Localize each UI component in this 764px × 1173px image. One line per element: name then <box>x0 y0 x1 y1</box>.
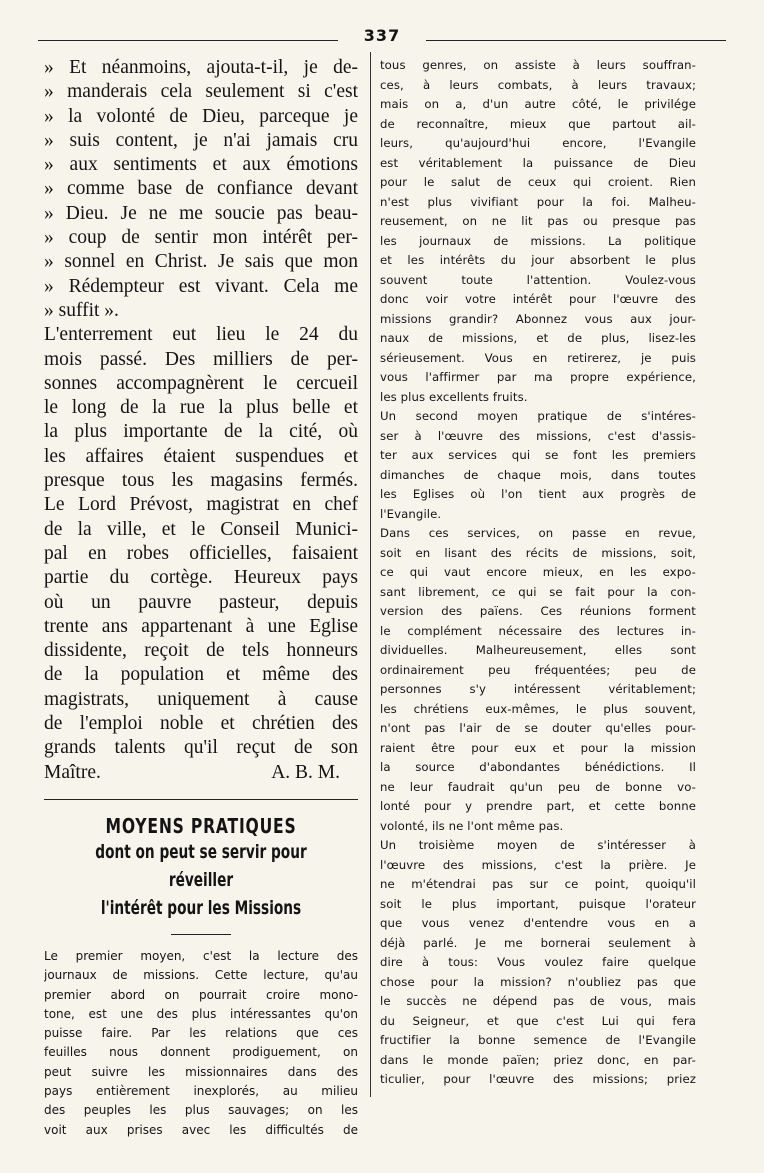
text-line: est véritablement la puissance de Dieu <box>380 155 696 170</box>
header-rule-left <box>38 40 338 41</box>
text-line: magistrats, uniquement à cause <box>44 688 358 710</box>
text-line: pays entièrement inexplorés, au milieu <box>44 1083 358 1098</box>
text-line: lonté pour y prendre part, et cette bonne <box>380 799 696 813</box>
text-line: ces, à leurs combats, à leurs travaux; <box>380 77 696 92</box>
article-subtitle-1: dont on peut se servir pour réveiller <box>95 840 307 891</box>
text-line: tous genres, on assiste à leurs souffran- <box>380 58 696 72</box>
text-line: les chrétiens eux-mêmes, le plus souvent, <box>380 701 696 716</box>
text-line: voit aux prises avec les difficultés de <box>44 1122 358 1137</box>
text-line: les affaires étaient suspendues et <box>44 445 358 467</box>
text-line: sonnes accompagnèrent le cercueil <box>44 372 358 394</box>
text-line: » manderais cela seulement si c'est <box>44 81 358 103</box>
text-line: fructifier la bonne semence de l'Evangile <box>380 1033 696 1047</box>
title-dash-rule <box>171 934 231 935</box>
text-line: chose pour la mission? n'oubliez pas que <box>380 974 696 989</box>
text-line: version des païens. Ces réunions forment <box>380 604 696 618</box>
text-line: des peuples les plus sauvages; on les <box>44 1103 358 1118</box>
text-line: missions grandir? Abonnez vous aux jour- <box>380 311 696 326</box>
text-line: dire à tous: Vous voulez faire quelque <box>380 955 696 969</box>
text-line: de reconnaître, mieux que partout ail- <box>380 116 696 131</box>
text-line: raient être pour eux et pour la mission <box>380 740 696 755</box>
text-line: soit en lisant des récits de missions, soit, <box>380 545 696 560</box>
text-line: soit le plus important, puisque l'orateur <box>380 896 696 911</box>
text-line: » Et néanmoins, ajouta-t-il, je de- <box>44 57 358 78</box>
text-line: mais on a, d'un autre côté, le privilége <box>380 97 696 111</box>
page-number: 337 <box>363 26 401 45</box>
text-line: dissidente, reçoit de tels honneurs <box>44 640 358 662</box>
text-line: Le premier moyen, c'est la lecture des <box>44 948 358 963</box>
text-line: ne m'étendrai pas sur ce point, quoiqu'il <box>380 877 696 891</box>
text-line: » la volonté de Dieu, parceque je <box>44 105 358 127</box>
text-line: pal en robes officielles, faisaient <box>44 542 358 564</box>
text-line: personnes s'y intéressent véritablement; <box>380 682 696 696</box>
text-line: leurs, qu'aujourd'hui encore, l'Evangile <box>380 136 696 150</box>
text-line: dans le monde païen; priez donc, en par- <box>380 1052 696 1067</box>
text-line: Dans ces services, on passe en revue, <box>380 526 696 540</box>
text-line: feuilles nous donnent prodiguement, on <box>44 1045 358 1060</box>
text-line: grands talents qu'il reçut de son <box>44 737 358 759</box>
article-text <box>44 947 358 1140</box>
right-column-text <box>380 56 696 1090</box>
text-line: presque tous les magasins fermés. <box>44 470 358 492</box>
text-line: souvent toute l'attention. Voulez-vous <box>380 272 696 287</box>
text-line: sérieusement. Vous en retirerez, je puis <box>380 350 696 365</box>
text-line: donc voir votre intérêt pour l'œuvre des <box>380 292 696 306</box>
author-signature: A. B. M. <box>271 761 340 783</box>
text-line: Un second moyen pratique de s'intéres- <box>380 409 696 423</box>
text-line: naux de missions, et de plus, lisez-les <box>380 331 696 345</box>
text-line: » suis content, je n'ai jamais cru <box>44 129 358 151</box>
text-line: l'Evangile. <box>380 506 442 521</box>
signature-end-word: Maître. <box>44 761 101 783</box>
text-line: ordinairement peu fréquentées; peu de <box>380 662 696 677</box>
text-line: et les intérêts du jour absorbent le plus <box>380 253 696 267</box>
text-line: trente ans appartenant à une Eglise <box>44 615 358 637</box>
text-line: » comme base de confiance devant <box>44 178 358 200</box>
text-line: ce qui vaut encore mieux, en les expo- <box>380 565 696 579</box>
text-line: dividuelles. Malheureusement, elles sont <box>380 643 696 657</box>
text-line: n'est plus vivifiant pour la foi. Malheu- <box>380 194 696 209</box>
text-line: la source d'abondantes bénédictions. Il <box>380 760 696 774</box>
text-line: premier abord on pourrait croire mono- <box>44 987 358 1002</box>
text-line: partie du cortège. Heureux pays <box>44 567 358 589</box>
text-line: la plus importante de la cité, où <box>44 421 358 443</box>
column-divider <box>370 52 371 1097</box>
text-line: » Rédempteur est vivant. Cela me <box>44 275 358 297</box>
text-line: l'œuvre des missions, c'est la prière. Je <box>380 857 696 872</box>
text-line: le complément nécessaire des lectures in- <box>380 623 696 638</box>
header-rule-right <box>426 40 726 41</box>
text-line: pour le salut de ceux qui croient. Rien <box>380 175 696 189</box>
text-line: que vous venez d'entendre vous en a <box>380 916 696 930</box>
text-line: peut suivre les missionnaires dans des <box>44 1064 358 1079</box>
text-line: » coup de sentir mon intérêt per- <box>44 227 358 249</box>
text-line: » sonnel en Christ. Je sais que mon <box>44 251 358 273</box>
left-column-text <box>44 56 358 761</box>
signature-line <box>44 761 358 785</box>
text-line: mois passé. Des milliers de per- <box>44 348 358 370</box>
text-line: Le Lord Prévost, magistrat en chef <box>44 494 358 516</box>
title-separator-rule <box>44 799 358 800</box>
text-line: » suffit ». <box>44 299 119 321</box>
text-line: dimanches de chaque mois, dans toutes <box>380 467 696 482</box>
text-line: volonté, ils ne l'ont même pas. <box>380 818 564 833</box>
text-line: les journaux de missions. La politique <box>380 233 696 248</box>
text-line: où un pauvre pasteur, depuis <box>44 591 358 613</box>
text-line: Un troisième moyen de s'intéresser à <box>380 838 696 852</box>
text-line: tone, est une des plus intéressantes qu'on <box>44 1006 358 1021</box>
text-line: sant librement, ce qui se fait pour la con- <box>380 584 696 599</box>
article-title: MOYENS PRATIQUES <box>105 813 297 838</box>
text-line: de la population et même des <box>44 664 358 686</box>
text-line: ter aux services qui se font les premiers <box>380 448 696 462</box>
text-line: déjà parlé. Je me bornerai seulement à <box>380 935 696 950</box>
text-line: L'enterrement eut lieu le 24 du <box>44 324 358 346</box>
article-title-block <box>44 799 358 935</box>
text-line: puisse faire. Par les relations que ces <box>44 1026 358 1041</box>
text-line: » Dieu. Je ne me soucie pas beau- <box>44 202 358 224</box>
text-line: les Eglises où l'on tient aux progrès de <box>380 487 696 501</box>
text-line: de la ville, et le Conseil Munici- <box>44 518 358 540</box>
right-column <box>380 56 696 1090</box>
text-line: journaux de missions. Cette lecture, qu'au <box>44 968 358 983</box>
text-line: les plus excellents fruits. <box>380 389 528 404</box>
text-line: vous l'affirmer par ma propre expérience, <box>380 370 696 384</box>
article-subtitle-2: l'intérêt pour les Missions <box>100 896 302 919</box>
text-line: reusement, on ne lit pas ou presque pas <box>380 214 696 228</box>
text-line: ticulier, pour l'œuvre des missions; priez <box>380 1072 696 1086</box>
text-line: de l'emploi noble et chrétien des <box>44 713 358 735</box>
text-line: ne leur faudrait qu'un peu de bonne vo- <box>380 779 696 794</box>
text-line: le succès ne dépend pas de vous, mais <box>380 994 696 1008</box>
text-line: ser à l'œuvre des missions, c'est d'assis- <box>380 428 696 443</box>
text-line: du Seigneur, et que c'est Lui qui fera <box>380 1013 696 1028</box>
page-header <box>38 26 726 48</box>
text-line: n'ont pas l'air de se douter qu'elles pour- <box>380 721 696 735</box>
text-line: le long de la rue la plus belle et <box>44 397 358 419</box>
text-line: » aux sentiments et aux émotions <box>44 154 358 176</box>
left-column <box>44 56 358 1140</box>
